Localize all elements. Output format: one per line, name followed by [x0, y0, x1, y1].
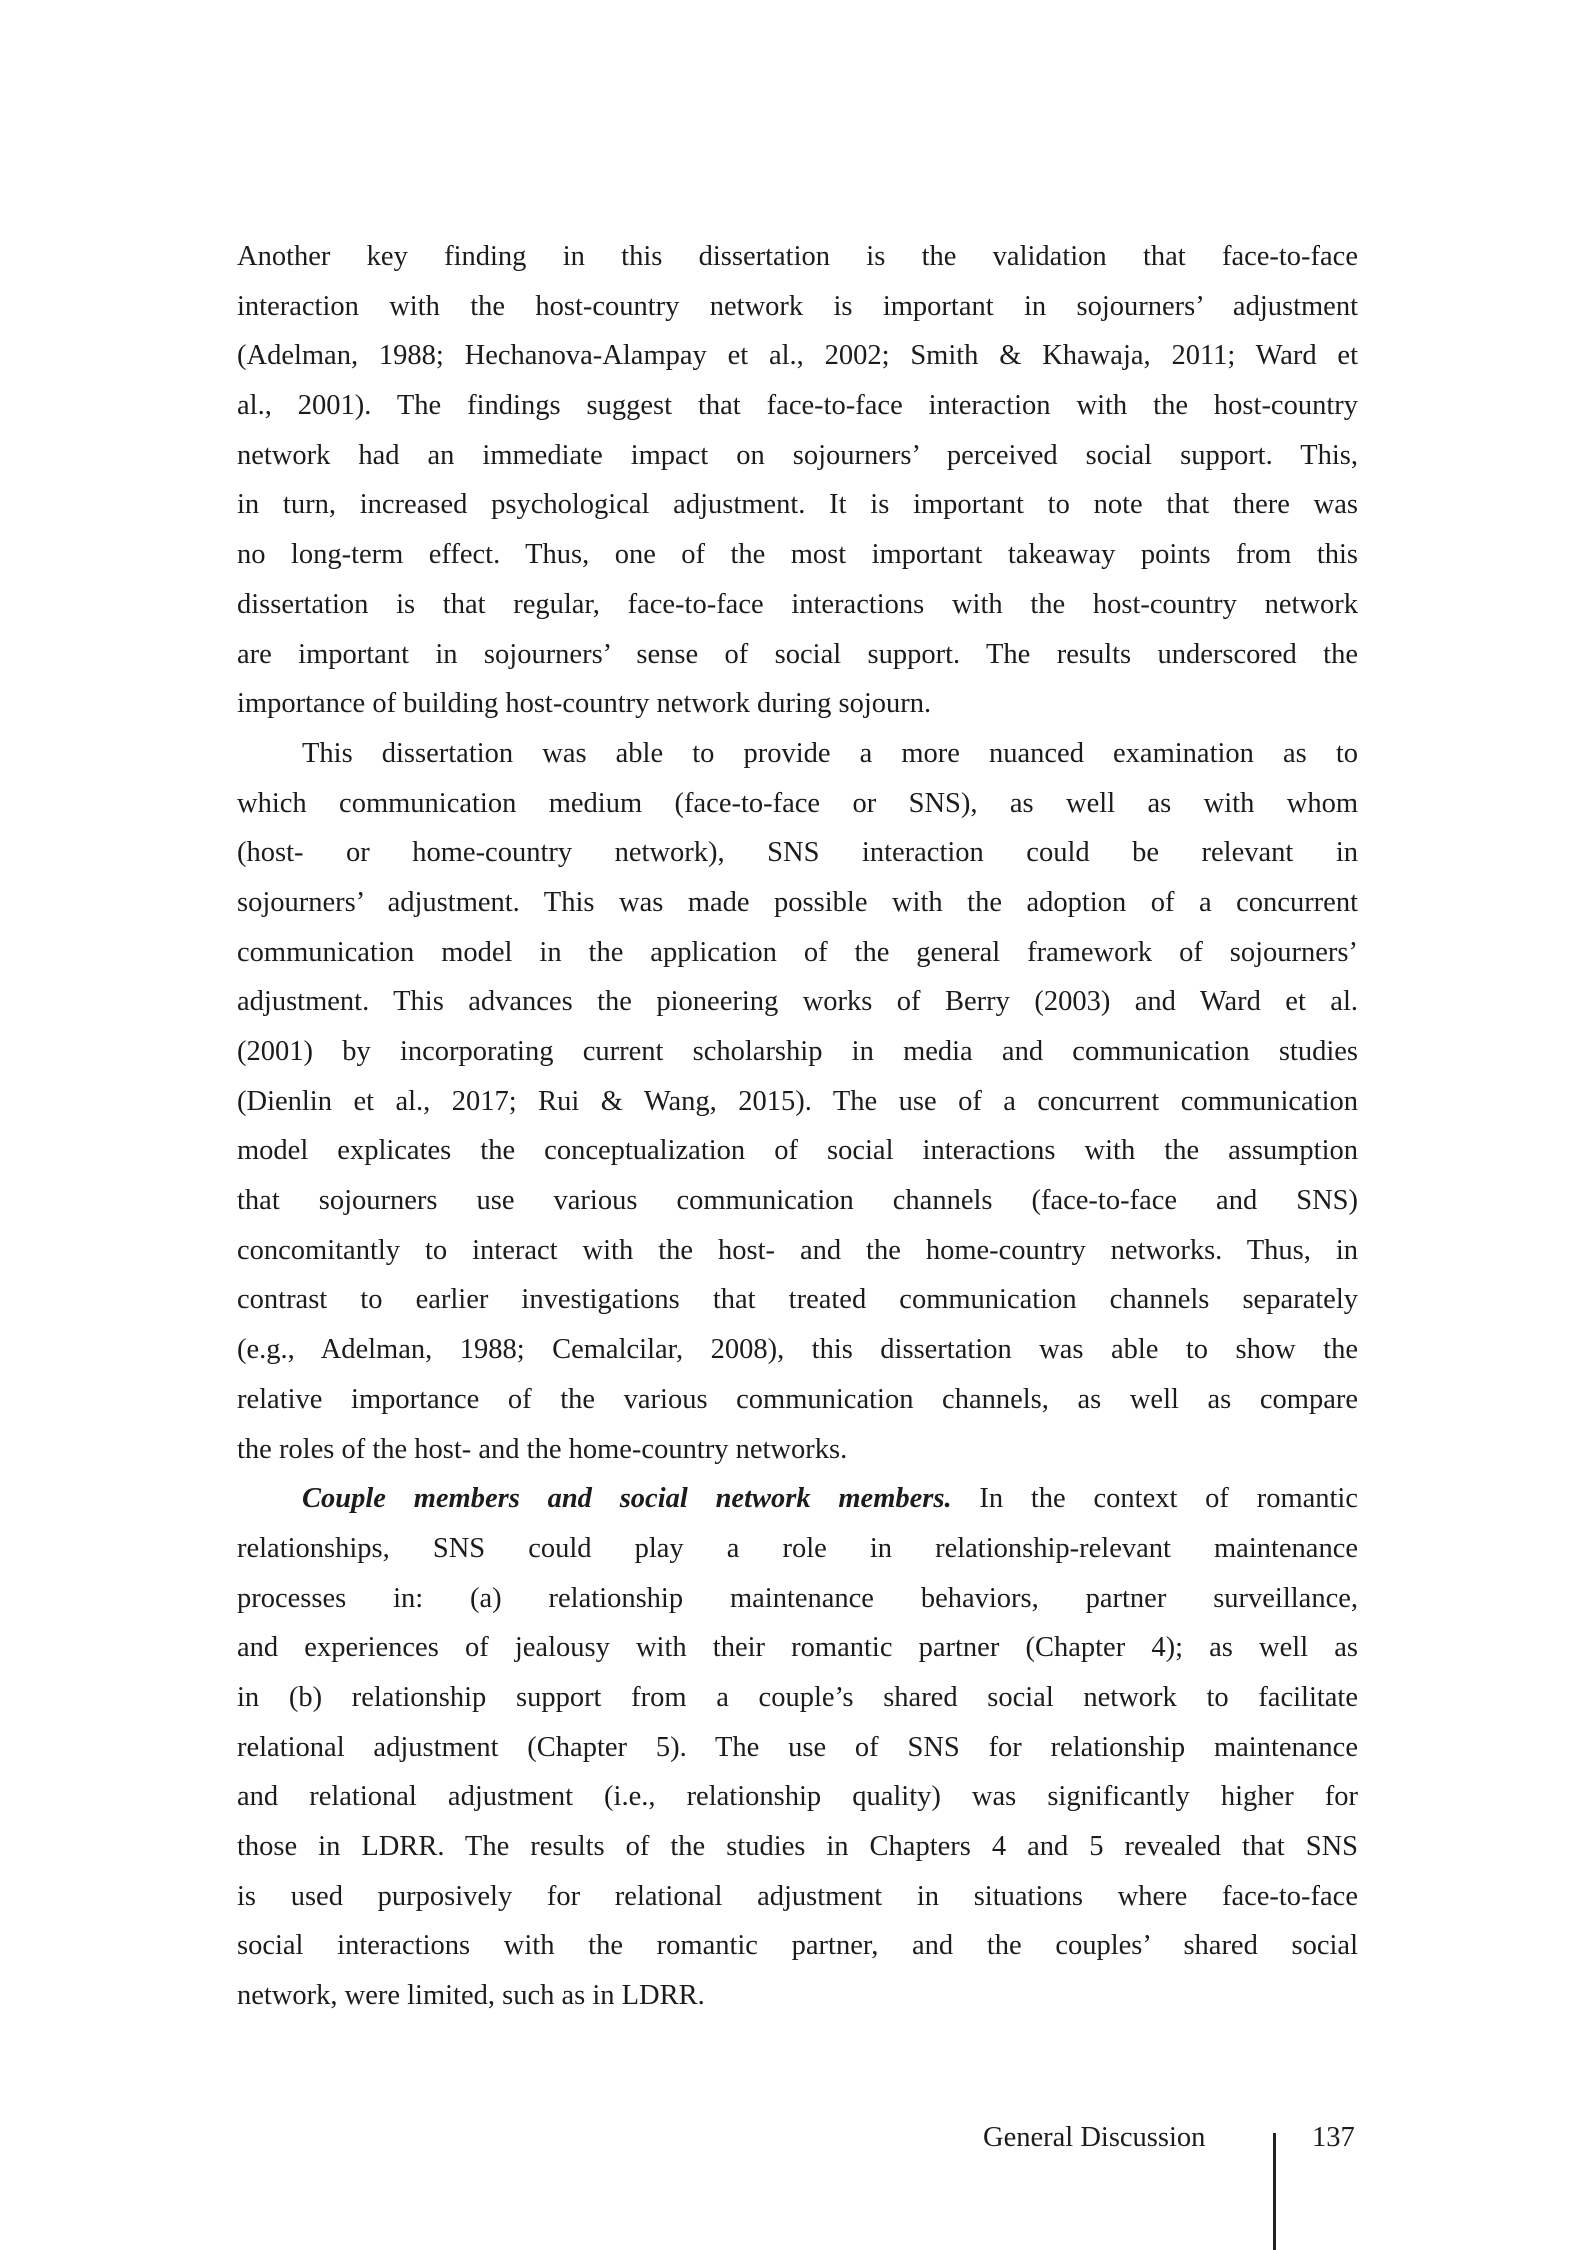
text-line: (2001) by incorporating current scholarship in media and communication studies	[237, 1036, 1358, 1067]
text-line	[237, 1474, 1358, 1524]
text-line: (Adelman, 1988; Hechanova-Alampay et al., 2002; Smith & Khawaja, 2011; Ward et	[237, 340, 1358, 372]
text-line: interaction with the host-country network is important in sojourners’ adjustment	[237, 290, 1358, 322]
text-line: processes in: (a) relationship maintenance behaviors, partner surveillance,	[237, 1582, 1358, 1614]
text-line: the roles of the host- and the home-country networks.	[237, 1433, 848, 1465]
body-text	[237, 232, 1358, 2021]
text-line: is used purposively for relational adjustment in situations where face-to-face	[237, 1880, 1358, 1912]
text-line: relationships, SNS could play a role in relationship-relevant maintenance	[237, 1532, 1358, 1564]
text-line: relative importance of the various communication channels, as well as compare	[237, 1383, 1358, 1415]
text-run: In the context of romantic	[951, 1483, 1358, 1515]
text-line: that sojourners use various communication channels (face-to-face and SNS)	[237, 1185, 1358, 1217]
text-line: those in LDRR. The results of the studies in Chapters 4 and 5 revealed that SNS	[237, 1831, 1358, 1862]
text-line: network, were limited, such as in LDRR.	[237, 1980, 705, 2012]
text-line: in turn, increased psychological adjustment. It is important to note that there was	[237, 489, 1358, 521]
text-line: This dissertation was able to provide a more nuanced examination as to	[302, 737, 1358, 769]
text-line: which communication medium (face-to-face or SNS), as well as with whom	[237, 787, 1358, 819]
text-line: relational adjustment (Chapter 5). The use of SNS for relationship maintenance	[237, 1731, 1358, 1763]
footer-divider	[1273, 2133, 1276, 2250]
text-line: network had an immediate impact on sojourners’ perceived social support. This,	[237, 439, 1358, 471]
paragraph-1	[237, 232, 1358, 729]
text-line: communication model in the application of the general framework of sojourners’	[237, 936, 1358, 968]
text-line: concomitantly to interact with the host- and the home-country networks. Thus, in	[237, 1234, 1358, 1266]
text-line: and relational adjustment (i.e., relationship quality) was significantly higher for	[237, 1781, 1358, 1813]
text-line: (e.g., Adelman, 1988; Cemalcilar, 2008), this dissertation was able to show the	[237, 1334, 1358, 1366]
paragraph-3	[237, 1474, 1358, 2021]
run-in-heading: Couple members and social network members.	[302, 1483, 952, 1515]
text-line: no long-term effect. Thus, one of the most important takeaway points from this	[237, 539, 1358, 571]
text-line: contrast to earlier investigations that treated communication channels separately	[237, 1284, 1358, 1316]
text-line: Another key finding in this dissertation is the validation that face-to-face	[237, 241, 1358, 272]
page-number: 137	[1312, 2122, 1355, 2153]
text-line: sojourners’ adjustment. This was made possible with the adoption of a concurrent	[237, 886, 1358, 918]
text-line: al., 2001). The findings suggest that face-to-face interaction with the host-country	[237, 390, 1358, 422]
text-line: (host- or home-country network), SNS interaction could be relevant in	[237, 837, 1358, 869]
running-footer-title: General Discussion	[983, 2122, 1206, 2153]
text-line: social interactions with the romantic partner, and the couples’ shared social	[237, 1930, 1358, 1962]
text-line: in (b) relationship support from a couple’s shared social network to facilitate	[237, 1681, 1358, 1713]
text-line: and experiences of jealousy with their romantic partner (Chapter 4); as well as	[237, 1632, 1358, 1664]
text-line: are important in sojourners’ sense of social support. The results underscored the	[237, 638, 1358, 670]
text-line: model explicates the conceptualization of social interactions with the assumption	[237, 1135, 1358, 1167]
text-line: (Dienlin et al., 2017; Rui & Wang, 2015). The use of a concurrent communication	[237, 1085, 1358, 1117]
text-line: importance of building host-country network during sojourn.	[237, 688, 932, 720]
paragraph-2	[237, 729, 1358, 1474]
text-line: dissertation is that regular, face-to-face interactions with the host-country network	[237, 588, 1358, 620]
text-line: adjustment. This advances the pioneering works of Berry (2003) and Ward et al.	[237, 986, 1358, 1018]
